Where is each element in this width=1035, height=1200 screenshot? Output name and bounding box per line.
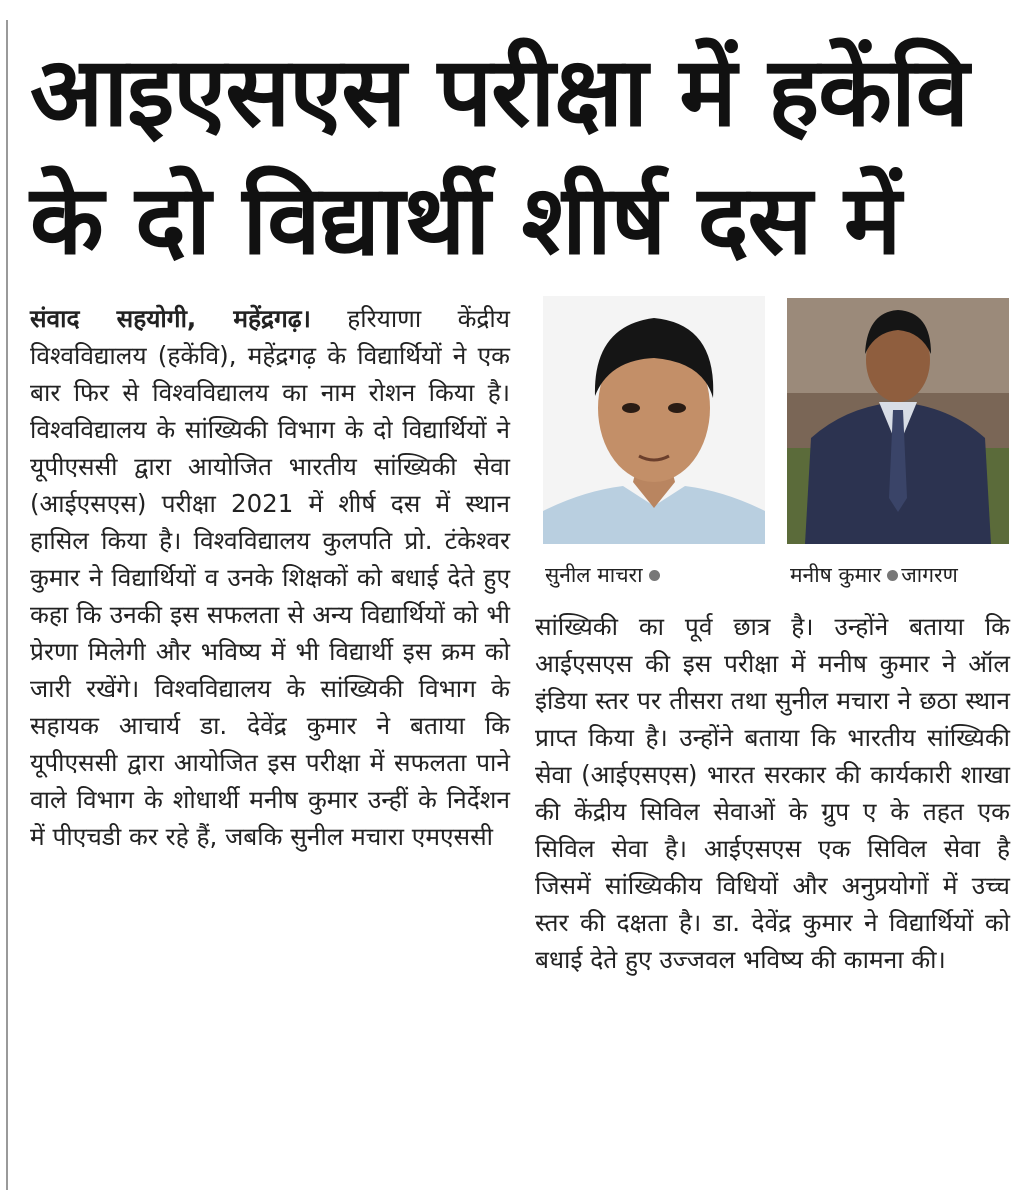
article-text-left: हरियाणा केंद्रीय विश्वविद्यालय (हकेंवि), महेंद्रगढ़ के विद्यार्थियों ने एक बार फिर से विश्वविद्यालय का नाम रोशन किया है। विश्वविद्यालय के सांख्यिकी विभाग के दो विद्यार्थियों ने यूपीएससी द्वारा आयोजित भारतीय सांख्यिकी सेवा (आईएसएस) परीक्षा 2021 में शीर्ष दस में स्थान हासिल किया है। विश्वविद्यालय कुलपति प्रो. टंकेश्वर कुमार ने विद्यार्थियों व उनके शिक्षकों को बधाई देते हुए कहा कि उनकी इस सफलता से अन्य विद्यार्थियों को भी प्रेरणा मिलेगी और भविष्य में भी विद्यार्थी इस क्रम को जारी रखेंगे। विश्वविद्यालय के सांख्यिकी विभाग के सहायक आचार्य डा. देवेंद्र कुमार ने बताया कि यूपीएससी द्वारा आयोजित इस परीक्षा में सफलता पाने वाले विभाग के शोधार्थी मनीष कुमार उन्हीं के निर्देशन में पीएचडी कर रहे हैं, जबकि सुनील मचारा एमएससी <box>30 304 510 851</box>
caption-bullet-icon <box>887 570 898 581</box>
portrait-illustration <box>543 296 765 544</box>
article-column-right <box>535 608 1010 978</box>
byline: संवाद सहयोगी, महेंद्रगढ़। <box>30 304 311 333</box>
portrait-illustration <box>787 298 1009 544</box>
photo-manish-kumar <box>787 298 1009 544</box>
caption-bullet-icon <box>649 570 660 581</box>
headline-line-2: के दो विद्यार्थी शीर्ष दस में <box>30 164 901 276</box>
photo-caption-2 <box>790 560 958 590</box>
column-rule <box>6 20 8 1190</box>
article-column-left <box>30 300 510 855</box>
photo-credit: जागरण <box>901 563 958 587</box>
caption-name: सुनील माचरा <box>545 563 643 587</box>
photo-sunil-machara <box>543 296 765 544</box>
caption-name: मनीष कुमार <box>790 563 882 587</box>
headline-line-1: आइएसएस परीक्षा में हकेंवि <box>30 36 969 148</box>
article-paragraph-left <box>30 300 510 855</box>
headline <box>30 28 1020 284</box>
article-paragraph-right: सांख्यिकी का पूर्व छात्र है। उन्होंने बताया कि आईएसएस की इस परीक्षा में मनीष कुमार ने ऑल इंडिया स्तर पर तीसरा तथा सुनील मचारा ने छठा स्थान प्राप्त किया है। उन्होंने बताया कि भारतीय सांख्यिकी सेवा (आईएसएस) भारत सरकार की कार्यकारी शाखा की केंद्रीय सिविल सेवाओं के ग्रुप ए के तहत एक सिविल सेवा है। आईएसएस एक सिविल सेवा है जिसमें सांख्यिकीय विधियों और अनुप्रयोगों में उच्च स्तर की दक्षता है। डा. देवेंद्र कुमार ने विद्यार्थियों को बधाई देते हुए उज्जवल भविष्य की कामना की। <box>535 612 1010 974</box>
photo-caption-1 <box>545 560 663 590</box>
